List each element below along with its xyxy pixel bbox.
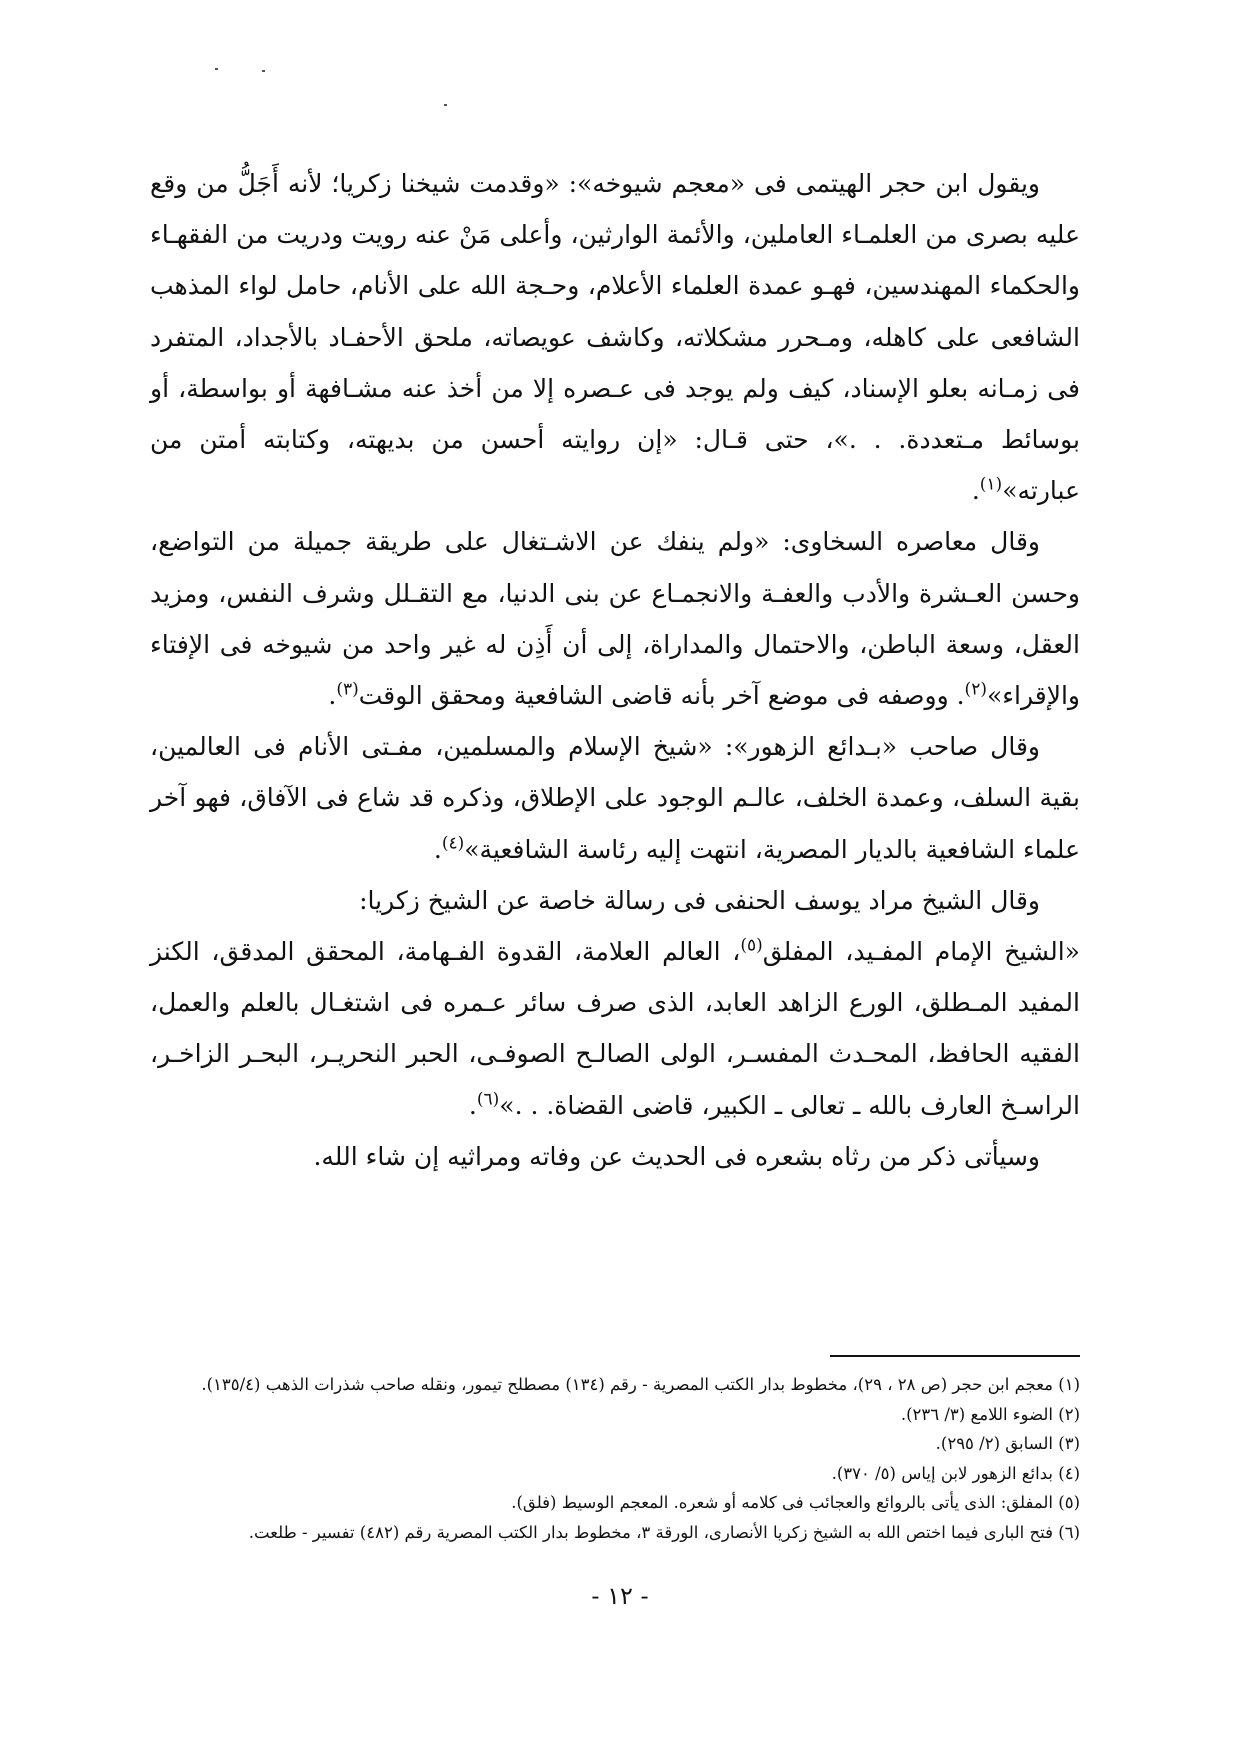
- footnote-divider: [830, 1355, 1080, 1357]
- footnote-ref-4[interactable]: (٤): [441, 833, 465, 854]
- paragraph-hajar-quote: ويقول ابن حجر الهيتمى فى «معجم شيوخه»: «وقدمت شيخنا زكريا؛ لأنه أَجَلُّ من وقع عليه بصرى من العلمـاء العاملين، والأئمة الوارثين، وأعلى مَنْ عنه رويت ودريت من الفقهـاء والحكماء المهندسين، فهـو عمدة العلماء الأعلام، وحـجة الله على الأنام، حامل لواء المذهب الشافعى على كاهله، ومـحرر مشكلاته، وكاشف عويصاته، ملحق الأحفـاد بالأجداد، المتفرد فى زمـانه بعلو الإسناد، كيف ولم يوجد فى عـصره إلا من أخذ عنه مشـافهة أو بواسطة، أو بوسائط مـتعددة. . .»، حتى قـال: «إن روايته أحسن من بديهته، وكتابته أمتن من عبارته»$^{(١)}$.: [150, 169, 1080, 506]
- page-number: - ١٢ -: [591, 1582, 649, 1610]
- paragraph-murad-intro: وقال الشيخ مراد يوسف الحنفى فى رسالة خاصة عن الشيخ زكريا:: [359, 885, 1040, 915]
- paragraph-elegies: وسيأتى ذكر من رثاه بشعره فى الحديث عن وفاته ومراثيه إن شاء الله.: [313, 1141, 1040, 1171]
- footnote-ref-6[interactable]: (٦): [476, 1089, 500, 1110]
- footnote-ref-5[interactable]: (٥): [740, 935, 763, 956]
- footnote-3: (٣) السابق (٢/ ٢٩٥).: [935, 1434, 1080, 1453]
- footnote-ref-1[interactable]: (١): [979, 474, 1003, 495]
- footnote-ref-3[interactable]: (٣): [336, 679, 359, 700]
- footnote-5: (٥) المفلق: الذى يأتى بالروائع والعجائب فى كلامه أو شعره. المعجم الوسيط (فلق).: [511, 1493, 1080, 1512]
- paragraph-sakhawi-quote: وقال معاصره السخاوى: «ولم ينفك عن الاشـتغال على طريقة جميلة من التواضع، وحسن العـشرة والأدب والعفـة والانجمـاع عن بنى الدنيا، مع التقـلل وشرف النفس، ومزيد العقل، وسعة الباطن، والاحتمال والمداراة، إلى أن أَذِن له غير واحد من شيوخه فى الإفتاء والإقراء»$^{(٢)}$. ووصفه فى موضع آخر بأنه قاضى الشافعية ومحقق الوقت$^{(٣)}$.: [150, 527, 1080, 711]
- footnote-1: (١) معجم ابن حجر (ص ٢٨ ، ٢٩)، مخطوط بدار الكتب المصرية - رقم (١٣٤) مصطلح تيمور، ونقله صاحب شذرات الذهب (١٣٥/٤).: [201, 1375, 1080, 1394]
- paragraph-murad-quote: «الشيخ الإمام المفـيد، المفلق$^{(٥)}$، العالم العلامة، القدوة الفـهامة، المحقق المدقق، الكنز المفيد المـطلق، الورع الزاهد العابد، الذى صرف سائر عـمره فى اشتغـال بالعلم والعمل، الفقيه الحافظ، المحـدث المفسـر، الولى الصالـح الصوفـى، الحبر النحريـر، البحـر الزاخـر، الراسـخ العارف بالله ـ تعالى ـ الكبير، قاضى القضاة. . .»$^{(٦)}$.: [150, 935, 1080, 1120]
- footnote-ref-2[interactable]: (٢): [964, 679, 987, 700]
- scan-speck: [262, 70, 265, 72]
- scan-speck: [444, 104, 447, 106]
- footnote-2: (٢) الضوء اللامع (٣/ ٢٣٦).: [900, 1404, 1080, 1424]
- footnote-6: (٦) فتح البارى فيما اختص الله به الشيخ زكريا الأنصارى، الورقة ٣، مخطوط بدار الكتب المصرية رقم (٤٨٢) تفسير - طلعت.: [248, 1522, 1080, 1542]
- footnotes-section: [150, 1370, 1080, 1547]
- main-text: [150, 158, 1080, 1182]
- paragraph-badai-quote: وقال صاحب «بـدائع الزهور»: «شيخ الإسلام والمسلمين، مفـتى الأنام فى العالمين، بقية السلف، وعمدة الخلف، عالـم الوجود على الإطلاق، وذكره قد شاع فى الآفاق، فهو آخر علماء الشافعية بالديار المصرية، انتهت إليه رئاسة الشافعية»$^{(٤)}$.: [150, 732, 1080, 864]
- scan-speck: [215, 68, 218, 70]
- footnote-4: (٤) بدائع الزهور لابن إياس (٥/ ٣٧٠).: [831, 1463, 1080, 1483]
